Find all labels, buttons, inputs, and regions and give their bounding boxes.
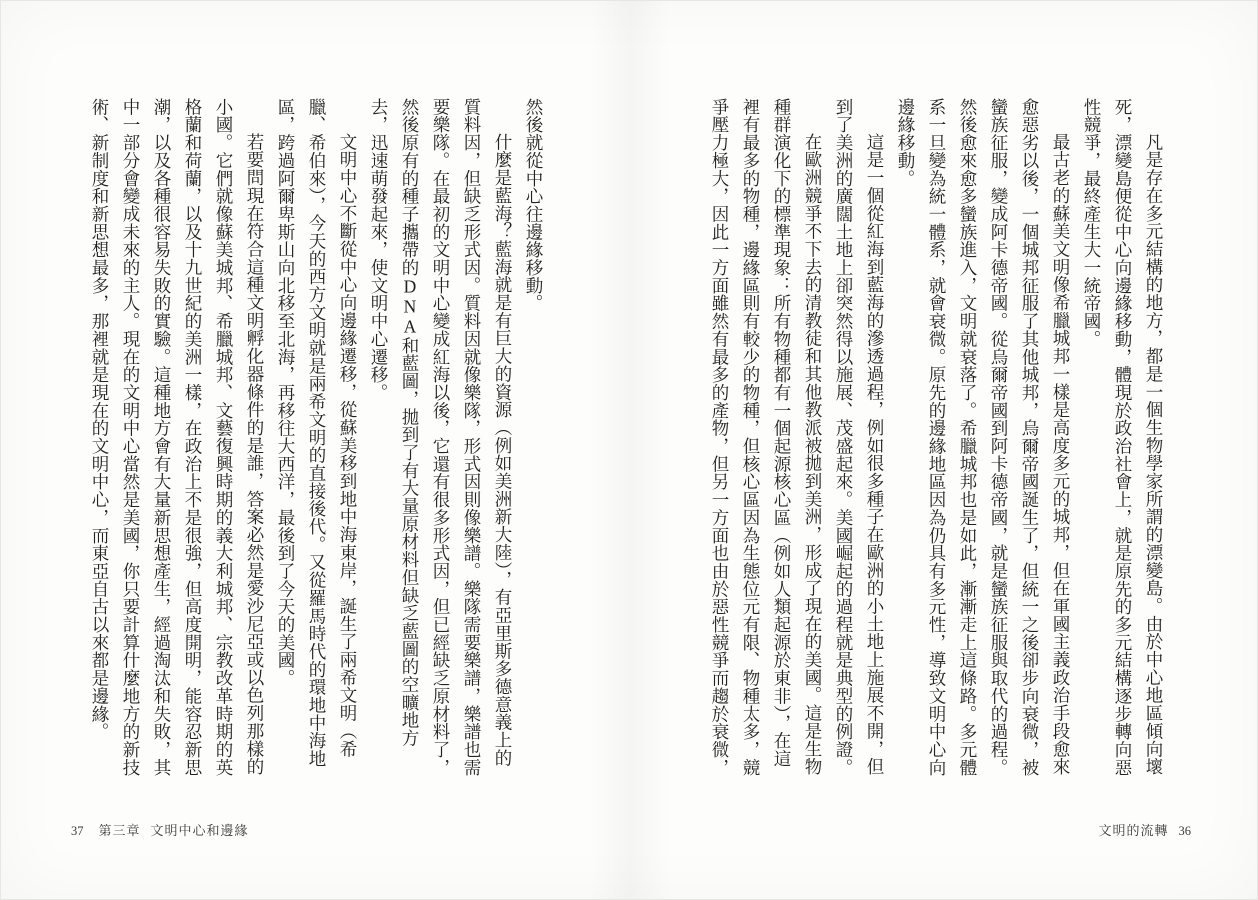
page-number: 36 bbox=[1178, 824, 1191, 838]
paragraph: 在歐洲競爭不下去的清教徒和其他教派被拋到美洲，形成了現在的美國。這是生物種群演化下的標準現象：所有物種都有一個起源核心區（例如人類起源於東非），在這裡有最多的物種，邊緣區則有較少的物種，但核心區因為生態位元有限、物種太多，競爭壓力極大，因此一方面雖然有最多的產物，但另一方面也由於惡性競爭而趨於衰微， bbox=[710, 98, 823, 777]
left-page-footer bbox=[71, 820, 249, 839]
chapter-title: 文明中心和邊緣 bbox=[150, 823, 249, 838]
paragraph: 若要問現在符合這種文明孵化器條件的是誰，答案必然是愛沙尼亞或以色列那樣的小國。它們就像蘇美城邦、希臘城邦、文藝復興時期的義大利城邦、宗教改革時期的英格蘭和荷蘭，以及十九世紀的美洲一樣，在政治上不是很強，但高度開明，能容忍新思潮，以及各種很容易失敗的實驗。這種地方會有大量新思想產生，經過淘汰和失敗，其中一部分會變成未來的主人。現在的文明中心當然是美國，你只要計算什麼地方的新技術、新制度和新思想最多，那裡就是現在的文明中心，而東亞自古以來都是邊緣。 bbox=[90, 98, 265, 777]
page-right bbox=[630, 1, 1258, 899]
paragraph-segment: 和藍圖，拋到了有大量原材料但缺乏藍圖的空曠地方去，迅速萌發起來，使文明中心遷移。 bbox=[369, 98, 420, 748]
right-page-footer bbox=[1098, 820, 1191, 839]
paragraph: 這是一個從紅海到藍海的滲透過程，例如很多種子在歐洲的小土地上施展不開，但到了美洲的廣闊土地上卻突然得以施展、茂盛起來。美國崛起的過程就是典型的例證。 bbox=[834, 98, 885, 777]
paragraph: 凡是存在多元結構的地方，都是一個生物學家所謂的漂變島。由於中心地區傾向壞死，漂變島便從中心向邊緣移動，體現於政治社會上，就是原先的多元結構逐步轉向惡性競爭，最終產生大一統帝國。 bbox=[1082, 98, 1164, 777]
chapter-label: 第三章 bbox=[98, 823, 141, 838]
right-page-text bbox=[704, 98, 1169, 780]
page-left bbox=[1, 1, 630, 899]
latin-acronym: DNA bbox=[400, 276, 420, 337]
paragraph: 最古老的蘇美文明像希臘城邦一樣是高度多元的城邦，但在軍國主義政治手段愈來愈惡劣以後，一個城邦征服了其他城邦，烏爾帝國誕生了，但統一之後卻步向衰微，被蠻族征服，變成阿卡德帝國。從烏爾帝國到阿卡德帝國，就是蠻族征服與取代的過程。然後愈來愈多蠻族進入，文明就衰落了。希臘城邦也是如此，漸漸走上這條路。多元體系一旦變為統一體系，就會衰微。原先的邊緣地區因為仍具有多元性，導致文明中心向邊緣移動。 bbox=[896, 98, 1071, 777]
paragraph-continuation: 然後就從中心往邊緣移動。 bbox=[524, 98, 544, 313]
left-page-text bbox=[84, 98, 549, 780]
paragraph-segment: 什麼是藍海？藍海就是有巨大的資源（例如美洲新大陸），有亞里斯多德意義上的質料因，但缺乏形式因。質料因就像樂隊，形式因則像樂譜。樂隊需要樂譜，樂譜也需要樂隊。在最初的文明中心變成紅海以後，它還有很多形式因，但已經缺乏原材料了，然後原有的種子攜帶的 bbox=[400, 98, 513, 777]
paragraph bbox=[363, 98, 518, 780]
page-number: 37 bbox=[71, 824, 84, 838]
running-title: 文明的流轉 bbox=[1098, 823, 1169, 838]
paragraph: 文明中心不斷從中心向邊緣遷移，從蘇美移到地中海東岸，誕生了兩希文明（希臘、希伯來），今天的西方文明就是兩希文明的直接後代。又從羅馬時代的環地中海地區，跨過阿爾卑斯山向北移至北海，再移往大西洋，最後到了今天的美國。 bbox=[276, 98, 358, 768]
